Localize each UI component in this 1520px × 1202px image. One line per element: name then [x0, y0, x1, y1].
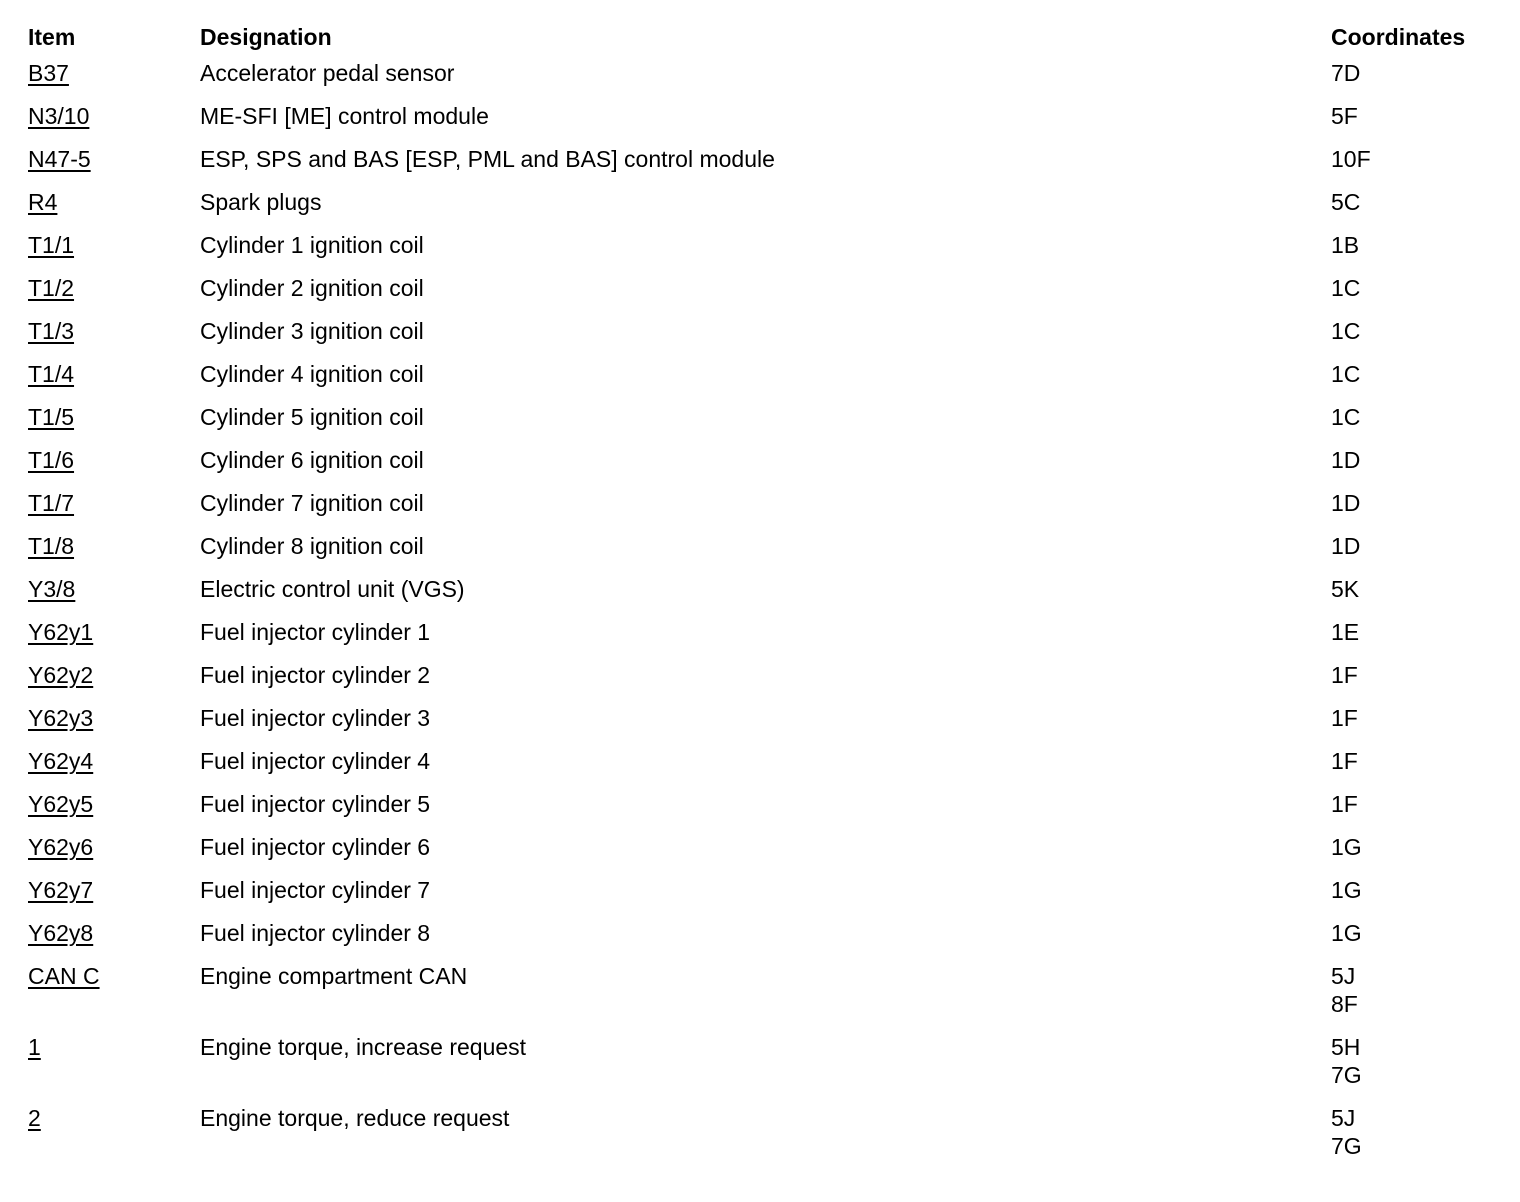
table-header [28, 23, 1501, 59]
coordinate-value: 1F [1331, 662, 1358, 688]
coordinate-value: 1F [1331, 748, 1358, 774]
item-cell [28, 231, 200, 274]
coordinates-cell [1331, 317, 1501, 360]
table-body [28, 59, 1501, 1175]
coordinates-cell [1331, 747, 1501, 790]
item-cell [28, 145, 200, 188]
item-link[interactable]: T1/7 [28, 490, 75, 516]
item-link[interactable]: T1/2 [28, 275, 75, 301]
item-link[interactable]: T1/8 [28, 533, 75, 559]
coordinate-value: 1E [1331, 619, 1360, 645]
coordinate-value: 7D [1331, 60, 1361, 86]
coordinate-value: 1D [1331, 447, 1361, 473]
item-cell [28, 575, 200, 618]
table-row [28, 704, 1501, 747]
designation-cell: ME-SFI [ME] control module [200, 103, 489, 129]
item-cell [28, 747, 200, 790]
designation-cell: ESP, SPS and BAS [ESP, PML and BAS] control module [200, 146, 775, 172]
table-row [28, 876, 1501, 919]
item-cell [28, 790, 200, 833]
coordinate-value: 5K [1331, 576, 1360, 602]
coordinates-cell [1331, 360, 1501, 403]
table-row [28, 1033, 1501, 1104]
coordinates-cell [1331, 1033, 1501, 1104]
item-link[interactable]: Y62y4 [28, 748, 94, 774]
coordinates-cell [1331, 704, 1501, 747]
table-row [28, 962, 1501, 1033]
item-cell [28, 188, 200, 231]
item-cell [28, 360, 200, 403]
coordinates-cell [1331, 231, 1501, 274]
coordinate-value: 7G [1331, 1133, 1362, 1159]
item-link[interactable]: Y62y6 [28, 834, 94, 860]
coordinates-cell [1331, 790, 1501, 833]
header-row [28, 23, 1501, 59]
designation-cell: Fuel injector cylinder 6 [200, 834, 431, 860]
table-row [28, 231, 1501, 274]
item-link[interactable]: CAN C [28, 963, 100, 989]
table-row [28, 618, 1501, 661]
item-cell [28, 532, 200, 575]
table-row [28, 274, 1501, 317]
designation-cell: Cylinder 2 ignition coil [200, 275, 424, 301]
designation-cell: Engine torque, increase request [200, 1034, 527, 1060]
coordinate-value: 1F [1331, 705, 1358, 731]
item-link[interactable]: T1/1 [28, 232, 75, 258]
table-row [28, 489, 1501, 532]
coordinate-value: 1C [1331, 275, 1361, 301]
item-link[interactable]: N47-5 [28, 146, 91, 172]
designation-cell: Cylinder 5 ignition coil [200, 404, 424, 430]
coordinate-value: 5F [1331, 103, 1358, 129]
item-link[interactable]: 1 [28, 1034, 41, 1060]
designation-cell: Fuel injector cylinder 3 [200, 705, 431, 731]
table-row [28, 747, 1501, 790]
designation-cell: Cylinder 3 ignition coil [200, 318, 424, 344]
coordinates-cell [1331, 102, 1501, 145]
item-link[interactable]: R4 [28, 189, 58, 215]
coordinate-value: 5C [1331, 189, 1361, 215]
coordinates-cell [1331, 575, 1501, 618]
item-link[interactable]: Y62y3 [28, 705, 94, 731]
designation-cell: Engine torque, reduce request [200, 1105, 510, 1131]
table-row [28, 403, 1501, 446]
designation-cell: Cylinder 7 ignition coil [200, 490, 424, 516]
item-link[interactable]: T1/4 [28, 361, 75, 387]
designation-cell: Cylinder 4 ignition coil [200, 361, 424, 387]
item-link[interactable]: Y62y2 [28, 662, 94, 688]
coordinate-value: 1G [1331, 920, 1362, 946]
item-link[interactable]: 2 [28, 1105, 41, 1131]
table-row [28, 360, 1501, 403]
designation-cell: Cylinder 8 ignition coil [200, 533, 424, 559]
table-row [28, 102, 1501, 145]
table-row [28, 188, 1501, 231]
coordinates-cell [1331, 833, 1501, 876]
item-cell [28, 876, 200, 919]
header-designation: Designation [200, 24, 332, 50]
table-row [28, 145, 1501, 188]
designation-cell: Fuel injector cylinder 1 [200, 619, 431, 645]
coordinate-value: 5J [1331, 963, 1356, 989]
item-cell [28, 489, 200, 532]
item-cell [28, 1033, 200, 1104]
item-link[interactable]: T1/6 [28, 447, 75, 473]
item-link[interactable]: Y62y1 [28, 619, 94, 645]
coordinates-cell [1331, 876, 1501, 919]
coordinates-cell [1331, 919, 1501, 962]
item-cell [28, 1104, 200, 1175]
coordinates-cell [1331, 59, 1501, 102]
designation-cell: Fuel injector cylinder 7 [200, 877, 431, 903]
table-row [28, 446, 1501, 489]
coordinates-cell [1331, 532, 1501, 575]
item-cell [28, 919, 200, 962]
item-cell [28, 102, 200, 145]
item-cell [28, 833, 200, 876]
item-link[interactable]: Y62y7 [28, 877, 94, 903]
table-row [28, 1104, 1501, 1175]
table-row [28, 575, 1501, 618]
component-legend-table [28, 23, 1501, 1175]
coordinate-value: 1F [1331, 791, 1358, 817]
coordinate-value: 1G [1331, 834, 1362, 860]
designation-cell: Engine compartment CAN [200, 963, 468, 989]
item-link[interactable]: T1/5 [28, 404, 75, 430]
coordinates-cell [1331, 489, 1501, 532]
coordinates-cell [1331, 188, 1501, 231]
designation-cell: Cylinder 1 ignition coil [200, 232, 424, 258]
item-cell [28, 59, 200, 102]
coordinates-cell [1331, 446, 1501, 489]
table-row [28, 833, 1501, 876]
item-link[interactable]: T1/3 [28, 318, 75, 344]
item-link[interactable]: Y3/8 [28, 576, 76, 602]
coordinates-cell [1331, 962, 1501, 1033]
coordinate-value: 5H [1331, 1034, 1361, 1060]
designation-cell: Accelerator pedal sensor [200, 60, 455, 86]
coordinates-cell [1331, 1104, 1501, 1175]
table-row [28, 532, 1501, 575]
designation-cell: Fuel injector cylinder 5 [200, 791, 431, 817]
designation-cell: Spark plugs [200, 189, 322, 215]
designation-cell: Electric control unit (VGS) [200, 576, 465, 602]
coordinate-value: 1G [1331, 877, 1362, 903]
coordinate-value: 1B [1331, 232, 1360, 258]
item-cell [28, 704, 200, 747]
coordinates-cell [1331, 661, 1501, 704]
coordinate-value: 1C [1331, 318, 1361, 344]
item-link[interactable]: Y62y5 [28, 791, 94, 817]
item-link[interactable]: N3/10 [28, 103, 90, 129]
designation-cell: Fuel injector cylinder 2 [200, 662, 431, 688]
designation-cell: Fuel injector cylinder 4 [200, 748, 431, 774]
coordinate-value: 1C [1331, 404, 1361, 430]
header-coordinates: Coordinates [1331, 24, 1466, 50]
item-link[interactable]: Y62y8 [28, 920, 94, 946]
coordinates-cell [1331, 274, 1501, 317]
table-row [28, 661, 1501, 704]
table-row [28, 317, 1501, 360]
item-link[interactable]: B37 [28, 60, 69, 86]
coordinate-value: 1D [1331, 533, 1361, 559]
header-item: Item [28, 24, 76, 50]
table-row [28, 59, 1501, 102]
item-cell [28, 661, 200, 704]
coordinates-cell [1331, 403, 1501, 446]
coordinate-value: 10F [1331, 146, 1371, 172]
coordinate-value: 1D [1331, 490, 1361, 516]
item-cell [28, 618, 200, 661]
item-cell [28, 446, 200, 489]
item-cell [28, 317, 200, 360]
coordinate-value: 1C [1331, 361, 1361, 387]
item-cell [28, 962, 200, 1033]
item-cell [28, 274, 200, 317]
coordinate-value: 7G [1331, 1062, 1362, 1088]
item-cell [28, 403, 200, 446]
designation-cell: Fuel injector cylinder 8 [200, 920, 431, 946]
table-row [28, 919, 1501, 962]
coordinates-cell [1331, 618, 1501, 661]
coordinates-cell [1331, 145, 1501, 188]
coordinate-value: 8F [1331, 991, 1358, 1017]
coordinate-value: 5J [1331, 1105, 1356, 1131]
designation-cell: Cylinder 6 ignition coil [200, 447, 424, 473]
table-row [28, 790, 1501, 833]
